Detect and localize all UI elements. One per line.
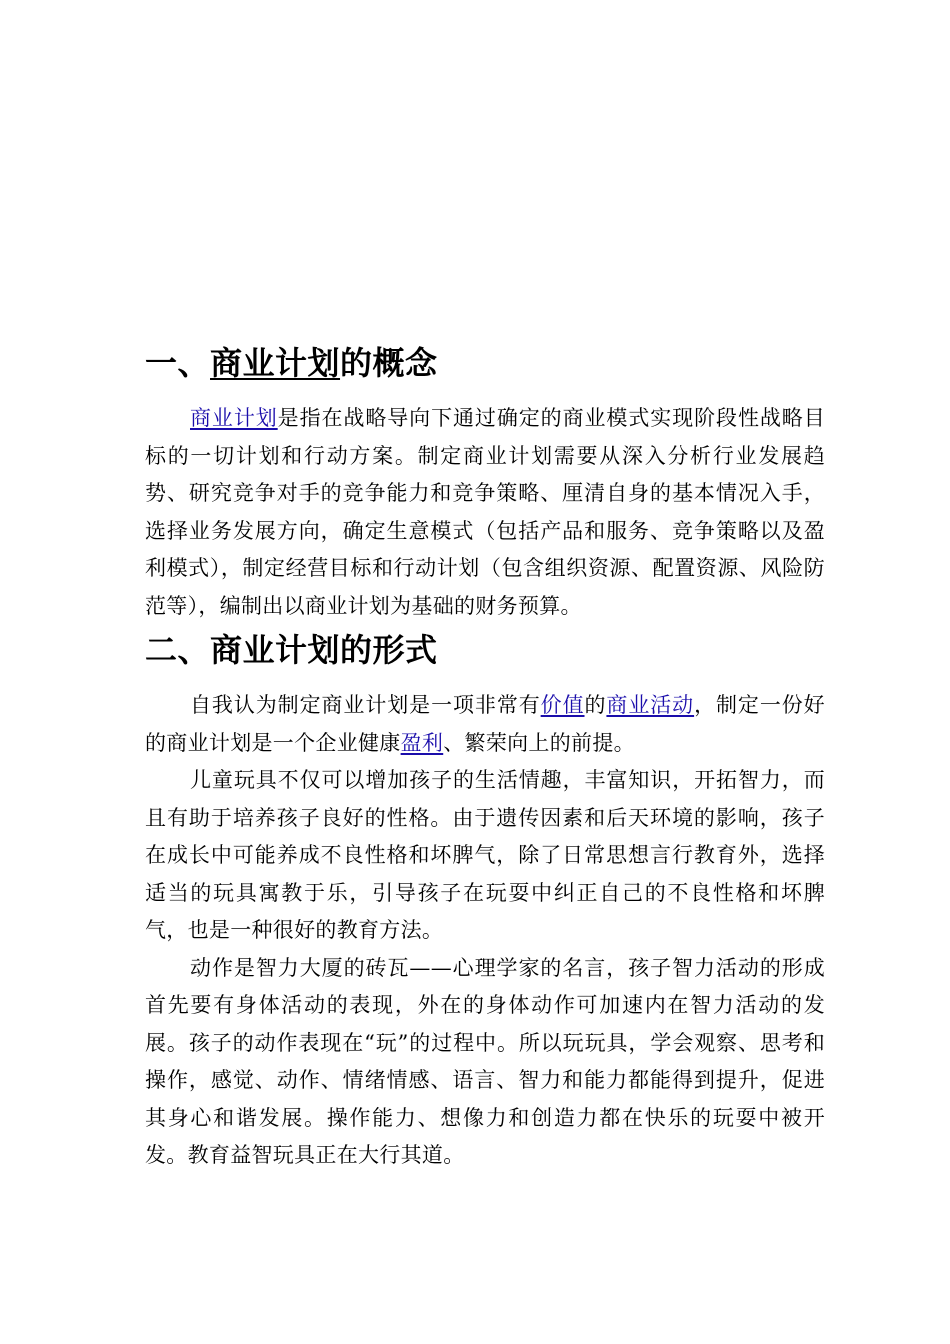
paragraph-text: ，制定一份好的商业计划是一个企业健康 [145,693,825,755]
paragraph-toys: 儿童玩具不仅可以增加孩子的生活情趣，丰富知识，开拓智力，而且有助于培养孩子良好的性格。由于遗传因素和后天环境的影响，孩子在成长中可能养成不良性格和坏脾气，除了日常思想言行教育外，选择适当的玩具寓教于乐，引导孩子在玩耍中纠正自己的不良性格和坏脾气，也是一种很好的教育方法。 [145,768,825,942]
paragraph-value [145,687,825,762]
section-heading-form: 二、商业计划的形式 [145,631,438,669]
paragraph-text: 是指在战略导向下通过确定的商业模式实现阶段性战略目标的一切计划和行动方案。制定商业计划需要从深入分析行业发展趋势、研究竞争对手的竞争能力和竞争策略、厘清自身的基本情况入手，选择业务发展方向，确定生意模式（包括产品和服务、竞争策略以及盈利模式），制定经营目标和行动计划（包含组织资源、配置资源、风险防范等），编制出以商业计划为基础的财务预算。 [145,406,825,618]
link-profit[interactable]: 盈利 [400,730,444,755]
link-business-activity[interactable]: 商业活动 [606,693,695,717]
paragraph-definition [145,400,825,625]
link-value[interactable]: 价值 [540,693,585,717]
link-business-plan[interactable]: 商业计划 [190,406,278,430]
paragraph-text: 自我认为制定商业计划是一项非常有 [190,693,541,717]
heading-underlined-term: 商业计划 [210,344,341,382]
document-body [145,338,825,1175]
heading-suffix: 的概念 [340,344,438,382]
paragraph-movement: 动作是智力大厦的砖瓦——心理学家的名言，孩子智力活动的形成首先要有身体活动的表现，外在的身体动作可加速内在智力活动的发展。孩子的动作表现在“玩”的过程中。所以玩玩具，学会观察、思考和操作，感觉、动作、情绪情感、语言、智力和能力都能得到提升，促进其身心和谐发展。操作能力、想像力和创造力都在快乐的玩耍中被开发。教育益智玩具正在大行其道。 [145,955,825,1167]
heading-number: 一、 [145,344,211,382]
paragraph-text: 、繁荣向上的前提。 [443,730,635,755]
paragraph-text: 的 [584,693,607,717]
section-heading-concept [145,338,825,388]
